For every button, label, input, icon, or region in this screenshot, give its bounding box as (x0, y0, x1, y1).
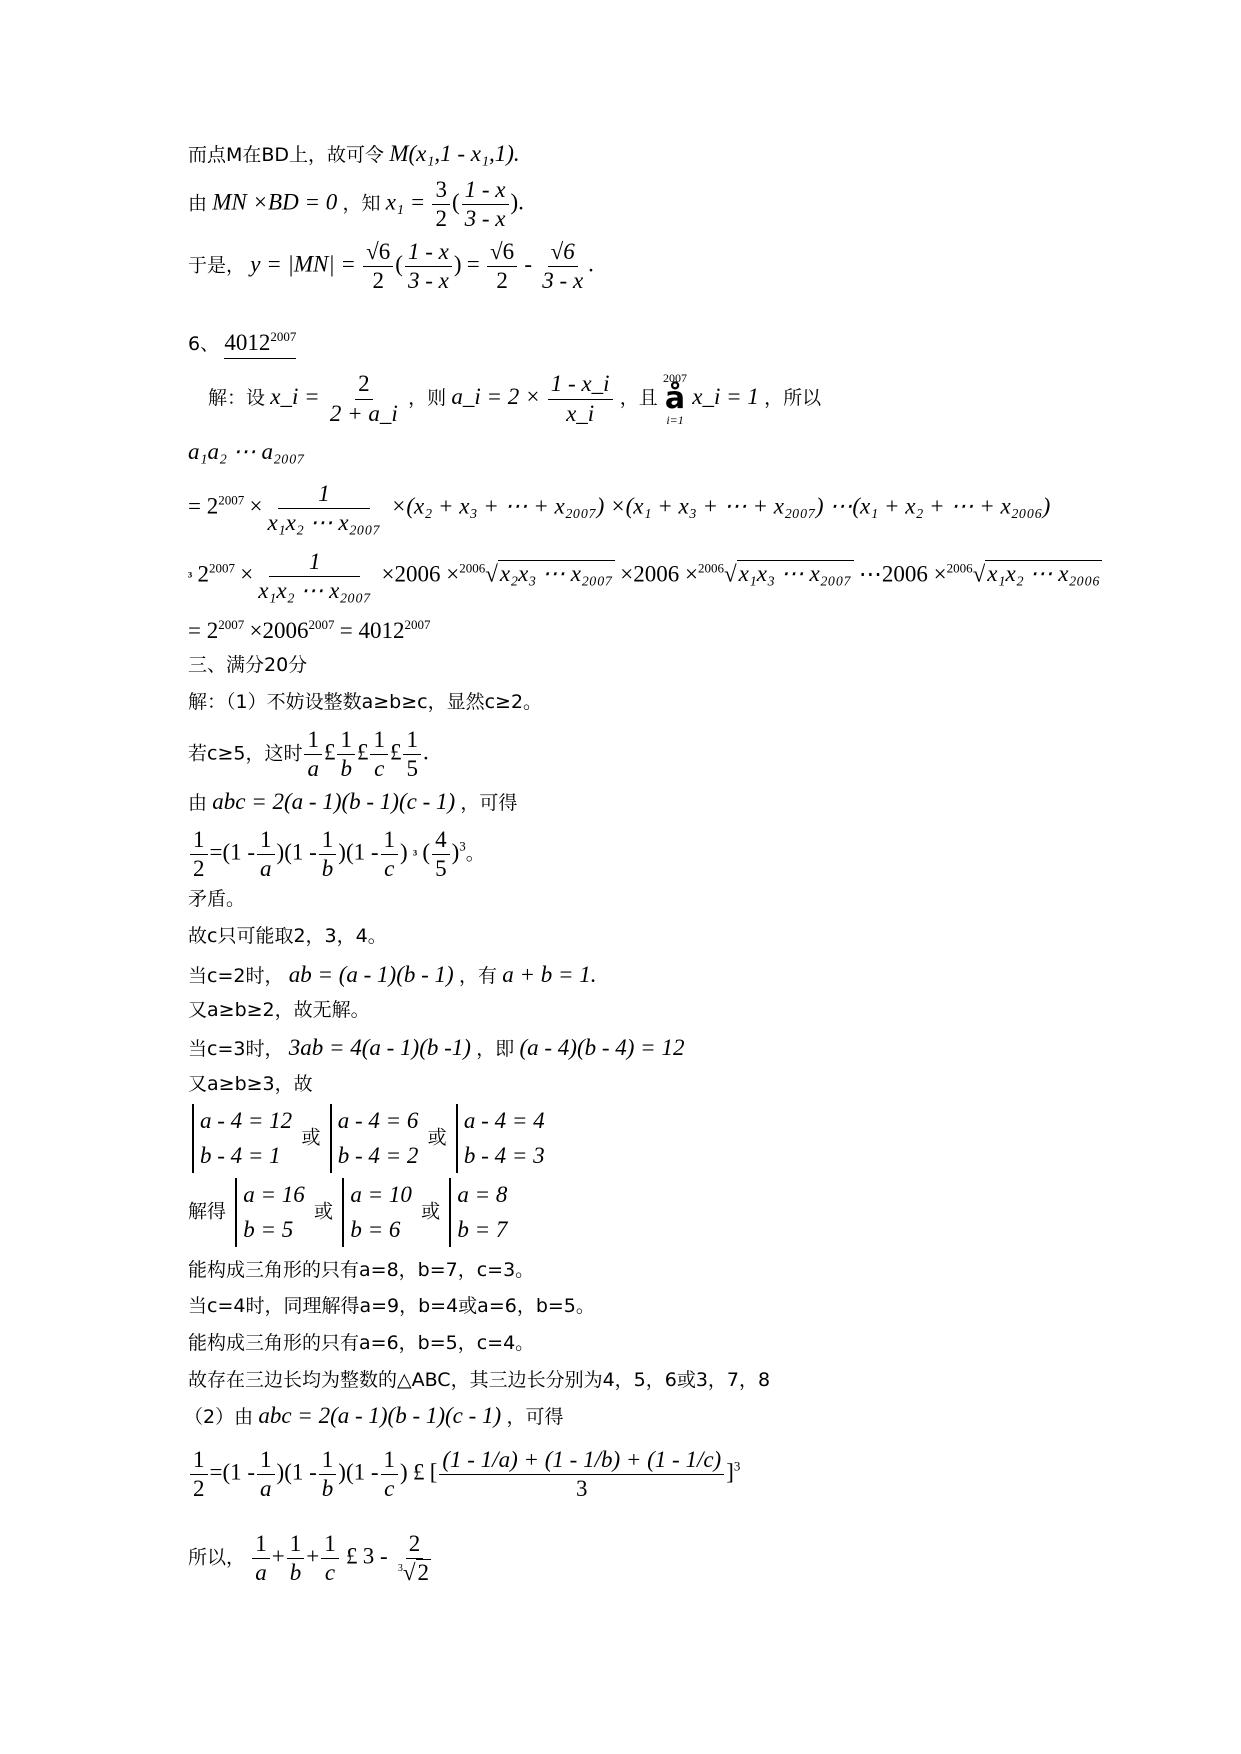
denominator: c (384, 856, 395, 882)
numerator: 1 (403, 728, 421, 755)
denominator: b (340, 756, 352, 782)
text: ，有 (458, 965, 497, 987)
fraction (257, 828, 275, 881)
text: 当c=3时， (188, 1038, 284, 1060)
math-expr: 3ab = 4(a - 1)(b -1) (288, 1035, 471, 1060)
equation: a - 4 = 12 (200, 1108, 293, 1133)
numerator: 1 (381, 828, 399, 855)
math-expr: =(1 - (209, 1459, 256, 1485)
math-expr: x₁ = (385, 189, 426, 215)
question-number: 6、 (188, 333, 220, 355)
root-index: 2006 (459, 560, 486, 576)
geq-symbol: ³ (412, 848, 418, 864)
numerator: 2 (406, 1532, 424, 1559)
fraction (363, 240, 393, 293)
exponent: 2007 (308, 617, 335, 632)
numerator: √6 (363, 240, 393, 267)
math-expr: abc = 2(a - 1)(b - 1)(c - 1) (212, 789, 456, 814)
fraction: $\frac{1}{c}$ (381, 1448, 399, 1501)
text: ，知 (342, 192, 381, 215)
numerator: √6 (487, 240, 517, 267)
fraction (190, 828, 208, 881)
denominator: b (321, 856, 334, 882)
text: 而点M在BD上，故可令 (188, 144, 385, 166)
le-symbol: £ (345, 1543, 358, 1569)
numerator: 2 (355, 372, 373, 399)
fraction: $\frac{1}{b}$ (287, 1532, 305, 1585)
denominator: 2 (193, 856, 205, 882)
numerator: 1 (319, 1448, 337, 1475)
math-expr: = 4012 (339, 618, 405, 643)
result-line (188, 618, 430, 642)
radicand: x₁x₂ ⋯ x₂₀₀₆ (987, 561, 1101, 587)
equation: a = 8 (457, 1182, 508, 1207)
geq-symbol: ³ (188, 570, 193, 586)
numerator: 1 - x (405, 240, 452, 267)
exponent: 2007 (404, 617, 431, 632)
fraction: $\frac{1}{c}$ (321, 1532, 339, 1585)
radicand: 2 (417, 1560, 430, 1586)
denominator: 3 - x (464, 206, 506, 232)
denominator: x₁x₂ ⋯ x₂₀₀₇ (267, 510, 381, 536)
equation-systems-1 (188, 1104, 549, 1173)
fraction (381, 828, 399, 881)
text-contradiction: 矛盾。 (188, 888, 246, 910)
fraction (337, 728, 355, 781)
sum-upper: 2007 (663, 371, 688, 385)
math-expr: ). (510, 189, 524, 215)
denominator: 2 (372, 268, 384, 294)
fraction (548, 372, 613, 425)
equation: a = 10 (350, 1182, 412, 1207)
equation-system (456, 1104, 545, 1173)
numerator: 1 - x_i (548, 372, 613, 399)
denominator: a (307, 756, 319, 782)
text-line-part-2 (184, 1404, 563, 1427)
math-expr: ab = (a - 1)(b - 1) (288, 962, 454, 987)
text-line-y-mn: 于是， y = |MN| = $\frac{√6}{2}$ ( $\frac{1 - x}{3 - x}$ ) = $\frac{√6}{2}$ - $\frac{√6}{3 - x}$ . (188, 239, 594, 294)
root-index: 2006 (697, 560, 724, 576)
root-index: 3 (397, 1563, 403, 1575)
denominator: a (260, 856, 272, 882)
text-a-ge-b-ge-3: 又a≥b≥3，故 (188, 1073, 313, 1095)
text-line-mn-bd: 由 MN ×BD = 0 ，知 x₁ = $\frac{3}{2}$ ( $\frac{1 - x}{3 - x}$ ). (188, 177, 524, 232)
numerator: 1 (381, 1448, 399, 1475)
numerator: 4 (432, 828, 450, 855)
numerator: 1 (319, 828, 337, 855)
fraction (432, 828, 450, 881)
le-symbol: £ (412, 1459, 425, 1485)
math-expr: x_i = (270, 383, 320, 409)
math-expr: x_i = 1 (692, 383, 759, 409)
text-line-amgm: $\frac{1}{2}$ =(1 - $\frac{1}{a}$ )(1 - $\frac{1}{b}$ )(1 - $\frac{1}{c}$ ) £ [ $\frac{(1 - 1/a) + (1 - 1/b) + (1 - 1/c)}{3}$ ]$^3$ (188, 1448, 740, 1501)
text: 若c≥5，这时 (188, 742, 303, 765)
math-expr: M(x₁,1 - x₁,1). (389, 141, 520, 166)
summation-icon (663, 372, 687, 426)
solution-6-intro (208, 372, 821, 426)
product-line (188, 440, 305, 463)
radicand: x₁x₃ ⋯ x₂₀₀₇ (738, 561, 852, 587)
answer-exponent: 2007 (270, 329, 297, 344)
text: 当c=2时， (188, 965, 284, 987)
text-or: 或 (301, 1126, 321, 1149)
text-or: 或 (427, 1126, 447, 1149)
denominator: 2 (435, 206, 447, 232)
equation: a - 4 = 4 (463, 1108, 545, 1133)
le-symbol: £ (356, 739, 369, 765)
solution-part-1-intro: 解：（1）不妨设整数a≥b≥c，显然c≥2。 (188, 691, 543, 713)
math-expr: a + b = 1. (502, 962, 597, 987)
fraction: $\frac{1}{a}$ (257, 1448, 275, 1501)
fraction (319, 828, 337, 881)
text: ，且 (619, 386, 658, 409)
equation-systems-2 (188, 1178, 511, 1247)
fraction (403, 728, 421, 781)
math-expr: = (466, 251, 480, 277)
text: ，所以 (764, 386, 822, 409)
denominator: 2 + a_i (329, 400, 398, 426)
inequality-line: ³ $2^{2007}$ × $\frac{1}{\text{x₁x₂ ⋯ x₂₀₀₇}}$ ×2006 ×$^{2006}$√x₂x₃ ⋯ x₂₀₀₇ ×2006 ×$^{2006}$√x₁x₃ ⋯ x₂₀₀₇ ⋯2006 ×$^{2006}$√x₁x₂ ⋯ x₂₀₀₆ (188, 549, 1101, 604)
math-expr: ×2006 (249, 618, 309, 643)
math-expr: = 2 (188, 618, 219, 643)
numerator: 1 (269, 550, 361, 577)
denominator: 5 (406, 756, 418, 782)
text-triangle-c4: 能构成三角形的只有a=6，b=5，c=4。 (188, 1332, 535, 1354)
text-line-final: 所以， $\frac{1}{a}$ + $\frac{1}{b}$ + $\frac{1}{c}$ £ 3 - $\frac{2}{^3√2}$ (188, 1532, 436, 1585)
math-expr: ×(x₂ + x₃ + ⋯ + x₂₀₀₇) ×(x₁ + x₃ + ⋯ + x₂₀₀₇) ⋯(x₁ + x₂ + ⋯ + x₂₀₀₆) (390, 493, 1051, 519)
text-line-c-eq-2 (188, 963, 597, 986)
denominator: 3 (576, 1476, 588, 1502)
text: ，即 (476, 1038, 515, 1060)
fraction (432, 178, 450, 231)
section-3-heading: 三、满分20分 (188, 654, 308, 676)
text: ，可得 (506, 1406, 564, 1428)
numerator: 1 (337, 728, 355, 755)
text-line-point-m (188, 142, 520, 165)
equation: b = 5 (243, 1216, 294, 1242)
math-expr: y = |MN| = (250, 251, 356, 277)
exponent: 2007 (218, 617, 245, 632)
text-c-values: 故c只可能取2，3，4。 (188, 925, 387, 947)
text: ，则 (408, 386, 447, 409)
math-expr: a₁a₂ ⋯ a₂₀₀₇ (188, 439, 305, 464)
numerator: (1 - 1/a) + (1 - 1/b) + (1 - 1/c) (439, 1448, 724, 1475)
text: 于是， (188, 254, 246, 277)
text: 所以， (188, 1546, 246, 1569)
question-6-answer (188, 330, 296, 354)
fraction: $\frac{2}{^3√2}$ (397, 1531, 430, 1586)
numerator: 1 (257, 828, 275, 855)
text-line-abc (188, 790, 517, 813)
text: 由 (188, 192, 208, 215)
math-expr: - (524, 251, 533, 277)
exponent: 2007 (218, 492, 245, 508)
text: 由 (188, 792, 208, 814)
fraction (190, 1448, 208, 1501)
denominator: x_i (566, 400, 595, 426)
denominator: x₁x₂ ⋯ x₂₀₀₇ (258, 578, 372, 604)
math-expr: (a - 4)(b - 4) = 12 (519, 1035, 685, 1060)
text: （2）由 (184, 1406, 254, 1428)
sum-lower: i=1 (666, 413, 684, 427)
answer-underlined (224, 330, 296, 359)
math-expr: ⋯2006 × (858, 561, 947, 587)
fraction (539, 240, 586, 293)
equation-system (192, 1104, 292, 1173)
numerator: √6 (548, 240, 578, 267)
math-expr: 2 (197, 561, 209, 587)
sum-symbol: å (664, 381, 686, 416)
fraction: $\frac{1}{b}$ (319, 1448, 337, 1501)
equation-system (330, 1104, 419, 1173)
equation-line-1: = $2^{2007}$ × $\frac{1}{\text{x₁x₂ ⋯ x₂₀₀₇}}$ ×(x₂ + x₃ + ⋯ + x₂₀₀₇) ×(x₁ + x₃ + ⋯ + x₂₀₀₇) ⋯(x₁ + x₂ + ⋯ + x₂₀₀₆) (188, 481, 1051, 536)
numerator: 3 (432, 178, 450, 205)
text-no-solution: 又a≥b≥2，故无解。 (188, 999, 370, 1021)
fraction (304, 728, 322, 781)
math-expr: ×2006 × (620, 561, 698, 587)
numerator: 1 (190, 1448, 208, 1475)
exponent: 2007 (208, 560, 235, 576)
text-line-half-ineq: $\frac{1}{2}$ =(1 - $\frac{1}{a}$ )(1 - $\frac{1}{b}$ )(1 - $\frac{1}{c}$ ) ³ ( $\frac{4}{5}$ )$^3$。 (188, 828, 485, 881)
math-expr: MN ×BD = 0 (212, 189, 338, 215)
math-expr: = 2 (188, 493, 219, 519)
fraction (255, 550, 374, 603)
denominator: c (374, 756, 385, 782)
le-symbol: £ (389, 739, 402, 765)
numerator: 1 (278, 482, 370, 509)
equation: b = 6 (350, 1216, 401, 1242)
text: 。 (465, 842, 485, 865)
text-line-c-ge-5 (188, 728, 429, 781)
numerator: 1 (304, 728, 322, 755)
denominator: 2 (496, 268, 508, 294)
equation-system (449, 1178, 507, 1247)
fraction: $\frac{1}{a}$ (252, 1532, 270, 1585)
text-or: 或 (421, 1200, 441, 1223)
fraction (370, 728, 388, 781)
equation: b - 4 = 3 (463, 1142, 545, 1168)
math-expr: 3 - (362, 1543, 388, 1569)
text-or: 或 (314, 1200, 334, 1223)
text: 解：设 (208, 386, 266, 409)
fraction (439, 1448, 724, 1501)
answer-base: 4012 (224, 330, 271, 355)
fraction (487, 240, 517, 293)
fraction (405, 240, 452, 293)
numerator: 1 (370, 728, 388, 755)
exponent: 3 (733, 1458, 741, 1474)
denominator: 5 (435, 856, 447, 882)
radicand: x₂x₃ ⋯ x₂₀₀₇ (499, 561, 613, 587)
equation: a = 16 (243, 1182, 305, 1207)
math-expr: abc = 2(a - 1)(b - 1)(c - 1) (258, 1403, 502, 1428)
text-c-eq-4: 当c=4时，同理解得a=9，b=4或a=6，b=5。 (188, 1295, 595, 1317)
equation: b = 7 (457, 1216, 508, 1242)
fraction (327, 372, 401, 425)
text: 解得 (188, 1200, 227, 1223)
denominator: 3 - x (542, 268, 584, 294)
numerator: 1 - x (462, 178, 509, 205)
text-conclusion-part-1: 故存在三边长均为整数的△ABC，其三边长分别为4，5，6或3，7，8 (188, 1369, 771, 1391)
fraction (462, 178, 509, 231)
denominator: 3 - x (407, 268, 449, 294)
equation-system (235, 1178, 305, 1247)
math-expr: =(1 - (209, 839, 256, 865)
text-triangle-c3: 能构成三角形的只有a=8，b=7，c=3。 (188, 1259, 535, 1281)
le-symbol: £ (323, 739, 336, 765)
equation: b - 4 = 1 (200, 1142, 281, 1168)
exponent: 3 (459, 838, 466, 854)
equation: a - 4 = 6 (337, 1108, 419, 1133)
math-expr: a_i = 2 × (451, 383, 541, 409)
numerator: 1 (190, 828, 208, 855)
text: ，可得 (460, 792, 518, 814)
math-expr: ×2006 × (381, 561, 460, 587)
text-line-c-eq-3 (188, 1036, 684, 1059)
math-expr: . (588, 251, 594, 277)
equation-system (342, 1178, 412, 1247)
root-index: 2006 (946, 560, 973, 576)
numerator: 1 (257, 1448, 275, 1475)
math-expr: . (422, 739, 429, 765)
denominator: 2 (193, 1476, 205, 1502)
fraction (264, 482, 383, 535)
equation: b - 4 = 2 (337, 1142, 419, 1168)
